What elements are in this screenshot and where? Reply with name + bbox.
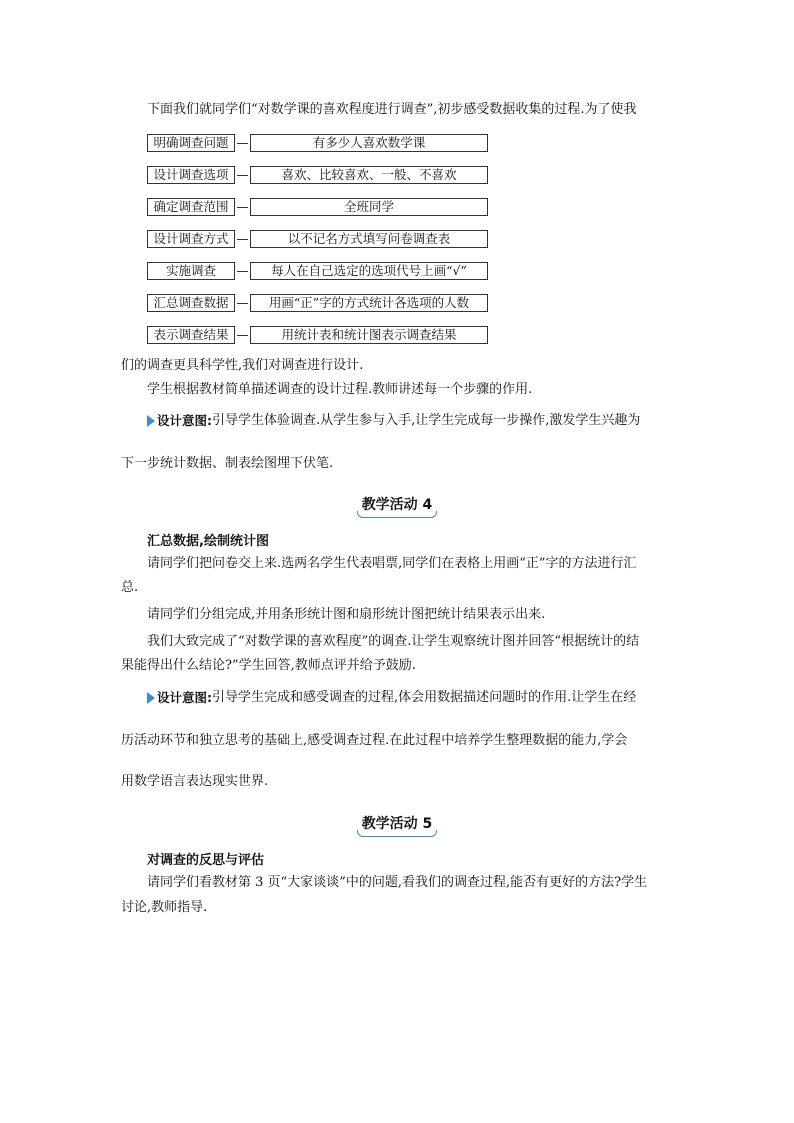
step-description: 每人在自己选定的选项代号上画“√” xyxy=(250,262,488,280)
step-row xyxy=(147,262,492,280)
step-description: 用画“正”字的方式统计各选项的人数 xyxy=(250,294,488,312)
step-connector xyxy=(237,207,248,208)
intro-line-2: 们的调查更具科学性,我们对调查进行设计. xyxy=(121,358,364,373)
activity-5-p1-line-2: 讨论,教师指导. xyxy=(121,900,208,915)
step-label: 实施调查 xyxy=(147,262,235,280)
step-description: 有多少人喜欢数学课 xyxy=(250,134,488,152)
intro-line-1: 下面我们就同学们“对数学课的喜欢程度进行调查”,初步感受数据收集的过程.为了使我 xyxy=(147,102,637,117)
heading-underline xyxy=(357,511,437,518)
design-intent-2-line-3: 用数学语言表达现实世界. xyxy=(121,774,269,789)
step-row xyxy=(147,166,492,184)
step-description: 以不记名方式填写问卷调查表 xyxy=(250,230,488,248)
step-label: 确定调查范围 xyxy=(147,198,235,216)
activity-5-heading-text: 教学活动 5 xyxy=(361,816,433,832)
step-connector xyxy=(237,335,248,336)
design-intent-1-line-2: 下一步统计数据、制表绘图埋下伏笔. xyxy=(121,456,334,471)
step-connector xyxy=(237,271,248,272)
activity-4-p1-line-1: 请同学们把问卷交上来.选两名学生代表唱票,同学们在表格上用画“正”字的方法进行汇 xyxy=(147,556,637,571)
step-connector xyxy=(237,175,248,176)
activity-4-p2: 请同学们分组完成,并用条形统计图和扇形统计图把统计结果表示出来. xyxy=(147,607,546,622)
triangle-marker-icon xyxy=(147,415,155,427)
step-connector xyxy=(237,143,248,144)
activity-5-heading xyxy=(355,813,439,839)
activity-4-p3-line-1: 我们大致完成了“对数学课的喜欢程度”的调查.让学生观察统计图并回答“根据统计的结 xyxy=(147,634,640,649)
activity-4-p1-line-2: 总. xyxy=(121,580,139,595)
design-intent-label: 设计意图: xyxy=(157,690,212,705)
step-connector xyxy=(237,239,248,240)
step-label: 设计调查方式 xyxy=(147,230,235,248)
step-description: 用统计表和统计图表示调查结果 xyxy=(250,326,488,344)
step-row xyxy=(147,230,492,248)
heading-underline xyxy=(357,830,437,837)
step-label: 汇总调查数据 xyxy=(147,294,235,312)
design-intent-2 xyxy=(147,689,636,707)
step-label: 表示调查结果 xyxy=(147,326,235,344)
design-intent-2-line-2: 历活动环节和独立思考的基础上,感受调查过程.在此过程中培养学生整理数据的能力,学会 xyxy=(121,733,628,748)
design-intent-1 xyxy=(147,412,640,430)
step-row xyxy=(147,198,492,216)
paragraph-1: 学生根据教材简单描述调查的设计过程.教师讲述每一个步骤的作用. xyxy=(147,382,533,397)
design-intent-text: 引导学生完成和感受调查的过程,体会用数据描述问题时的作用.让学生在经 xyxy=(212,690,637,705)
step-row xyxy=(147,134,492,152)
activity-4-subhead: 汇总数据,绘制统计图 xyxy=(147,534,269,549)
design-intent-label: 设计意图: xyxy=(157,413,212,428)
activity-4-p3-line-2: 果能得出什么结论?”学生回答,教师点评并给予鼓励. xyxy=(121,658,416,673)
step-connector xyxy=(237,303,248,304)
activity-5-subhead: 对调查的反思与评估 xyxy=(147,853,265,868)
triangle-marker-icon xyxy=(147,692,155,704)
step-row xyxy=(147,294,492,312)
activity-5-p1-line-1: 请同学们看教材第 3 页“大家谈谈”中的问题,看我们的调查过程,能否有更好的方法?学生 xyxy=(147,875,648,890)
step-label: 设计调查选项 xyxy=(147,166,235,184)
step-label: 明确调查问题 xyxy=(147,134,235,152)
activity-4-heading xyxy=(355,494,439,520)
design-intent-text: 引导学生体验调查.从学生参与入手,让学生完成每一步操作,激发学生兴趣为 xyxy=(212,413,641,428)
step-row xyxy=(147,326,492,344)
step-description: 全班同学 xyxy=(250,198,488,216)
step-description: 喜欢、比较喜欢、一般、不喜欢 xyxy=(250,166,488,184)
activity-4-heading-text: 教学活动 4 xyxy=(361,497,433,513)
